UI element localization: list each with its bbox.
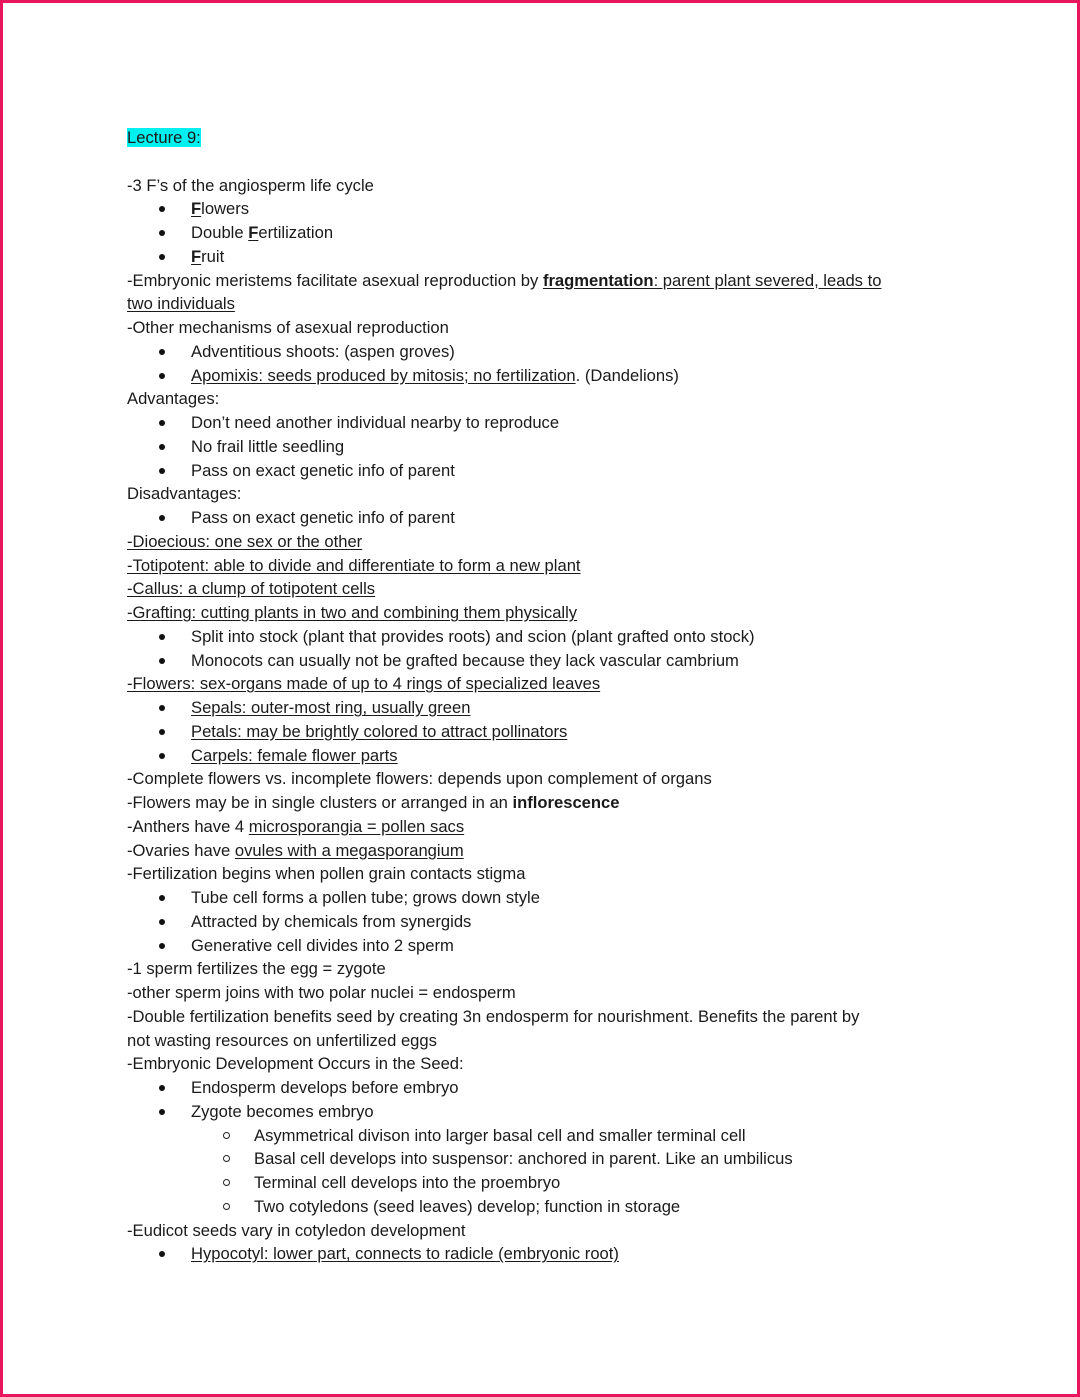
text-segment: -Double fertilization benefits seed by creating 3n endosperm for nourishment. Benefits the parent by xyxy=(127,1006,860,1026)
bullet-item xyxy=(127,910,957,934)
text-segment: -Other mechanisms of asexual reproduction xyxy=(127,318,449,337)
text-segment: ertilization xyxy=(258,223,334,242)
text-segment: Disadvantages: xyxy=(127,484,242,504)
bullet-item xyxy=(127,506,957,530)
text-segment: fragmentation xyxy=(542,270,654,290)
text-line xyxy=(127,1219,957,1243)
text-line xyxy=(127,482,957,506)
bullet-item xyxy=(127,435,957,459)
text-line xyxy=(127,387,957,411)
text-line xyxy=(127,957,957,981)
text-segment: : parent plant severed, leads to xyxy=(653,270,882,290)
text-segment: microsporangia = pollen sacs xyxy=(248,816,465,836)
bullet-item xyxy=(127,459,957,483)
text-segment: Generative cell divides into 2 sperm xyxy=(191,935,454,955)
text-segment: Basal cell develops into suspensor: anchored in parent. Like an umbilicus xyxy=(254,1149,793,1169)
text-segment: Petals: may be brightly colored to attract pollinators xyxy=(191,721,568,741)
text-segment: -Flowers: sex-organs made of up to 4 rings of specialized leaves xyxy=(127,674,601,694)
text-line xyxy=(127,791,957,815)
bullet-item xyxy=(127,720,957,744)
text-segment: Pass on exact genetic info of parent xyxy=(191,460,455,480)
text-segment: Carpels: female flower parts xyxy=(191,745,398,765)
text-segment: -Eudicot seeds vary in cotyledon development xyxy=(127,1220,466,1240)
bullet-item xyxy=(127,245,957,269)
text-segment: -Fertilization begins when pollen grain contacts stigma xyxy=(127,864,526,884)
text-segment: -1 sperm fertilizes the egg = zygote xyxy=(127,959,386,979)
bullet-item xyxy=(127,1100,957,1124)
text-segment: Asymmetrical divison into larger basal cell and smaller terminal cell xyxy=(254,1125,746,1145)
text-segment: Hypocotyl: lower part, connects to radicle (embryonic root) xyxy=(191,1244,619,1264)
text-segment: ovules with a megasporangium xyxy=(234,840,464,860)
sub-bullet-item xyxy=(127,1171,957,1195)
text-line xyxy=(127,672,957,696)
text-line xyxy=(127,767,957,791)
bullet-item xyxy=(127,886,957,910)
bullet-item xyxy=(127,411,957,435)
bullet-item xyxy=(127,1242,957,1266)
text-segment: -Embryonic Development Occurs in the Seed: xyxy=(127,1054,464,1074)
sub-bullet-item xyxy=(127,1124,957,1148)
text-segment: Advantages: xyxy=(127,389,220,409)
text-segment: -Ovaries have xyxy=(127,840,235,860)
text-segment: Tube cell forms a pollen tube; grows down style xyxy=(191,888,540,907)
text-line xyxy=(127,269,957,293)
text-segment: Adventitious shoots: (aspen groves) xyxy=(191,341,455,361)
text-segment: Terminal cell develops into the proembryo xyxy=(254,1173,561,1192)
text-segment: -Dioecious: one sex or the other xyxy=(127,531,363,551)
text-line xyxy=(127,316,957,340)
text-segment: inflorescence xyxy=(512,793,620,812)
text-line xyxy=(127,174,957,198)
bullet-item xyxy=(127,625,957,649)
text-segment: -other sperm joins with two polar nuclei = endosperm xyxy=(127,983,516,1002)
text-segment: F xyxy=(248,223,259,242)
text-segment: Endosperm develops before embryo xyxy=(191,1078,459,1097)
bullet-item xyxy=(127,934,957,958)
text-segment: Split into stock (plant that provides roots) and scion (plant grafted onto stock) xyxy=(191,626,755,646)
text-segment: -Totipotent: able to divide and differentiate to form a new plant xyxy=(127,555,581,575)
text-line xyxy=(127,981,957,1005)
text-line xyxy=(127,601,957,625)
bullet-item xyxy=(127,221,957,245)
sub-bullet-item xyxy=(127,1195,957,1219)
text-segment: Monocots can usually not be grafted because they lack vascular cambrium xyxy=(191,650,739,670)
text-segment: Don’t need another individual nearby to reproduce xyxy=(191,413,560,432)
text-segment: Double xyxy=(191,223,249,242)
bullet-item xyxy=(127,340,957,364)
blank-line xyxy=(127,150,957,174)
text-line xyxy=(127,292,957,316)
text-segment: -Complete flowers vs. incomplete flowers: depends upon complement of organs xyxy=(127,769,712,789)
bullet-item xyxy=(127,364,957,388)
text-segment: -Flowers may be in single clusters or arranged in an xyxy=(127,793,513,812)
text-line xyxy=(127,554,957,578)
text-line xyxy=(127,839,957,863)
text-segment: -3 F’s of the angiosperm life cycle xyxy=(127,175,374,195)
text-segment: Attracted by chemicals from synergids xyxy=(191,911,472,931)
text-segment: -Embryonic meristems facilitate asexual reproduction by xyxy=(127,270,543,290)
text-segment: -Callus: a clump of totipotent cells xyxy=(127,579,376,599)
text-segment: ruit xyxy=(201,246,225,266)
lecture-title xyxy=(127,126,957,150)
text-segment: Sepals: outer-most ring, usually green xyxy=(191,698,471,717)
text-segment: No frail little seedling xyxy=(191,436,345,456)
sub-bullet-item xyxy=(127,1147,957,1171)
lecture-notes-document xyxy=(127,126,957,1266)
text-segment: Lecture 9: xyxy=(127,128,201,147)
bullet-item xyxy=(127,649,957,673)
text-segment: F xyxy=(191,199,202,219)
text-segment: -Anthers have 4 xyxy=(127,816,249,836)
text-segment: -Grafting: cutting plants in two and combining them physically xyxy=(127,603,578,622)
text-segment: F xyxy=(191,246,202,266)
text-segment: Pass on exact genetic info of parent xyxy=(191,508,455,527)
text-segment: two individuals xyxy=(127,294,235,314)
text-segment: . (Dandelions) xyxy=(575,365,679,385)
text-line xyxy=(127,577,957,601)
text-line xyxy=(127,1029,957,1053)
bullet-item xyxy=(127,696,957,720)
text-segment: not wasting resources on unfertilized eggs xyxy=(127,1030,437,1050)
text-segment: Zygote becomes embryo xyxy=(191,1101,374,1121)
text-line xyxy=(127,862,957,886)
text-segment: Two cotyledons (seed leaves) develop; function in storage xyxy=(254,1196,681,1216)
text-line xyxy=(127,1005,957,1029)
text-line xyxy=(127,815,957,839)
bullet-item xyxy=(127,1076,957,1100)
text-line xyxy=(127,530,957,554)
text-segment: Apomixis: seeds produced by mitosis; no fertilization xyxy=(191,365,576,385)
bullet-item xyxy=(127,197,957,221)
text-segment: lowers xyxy=(201,199,250,219)
bullet-item xyxy=(127,744,957,768)
text-line xyxy=(127,1052,957,1076)
